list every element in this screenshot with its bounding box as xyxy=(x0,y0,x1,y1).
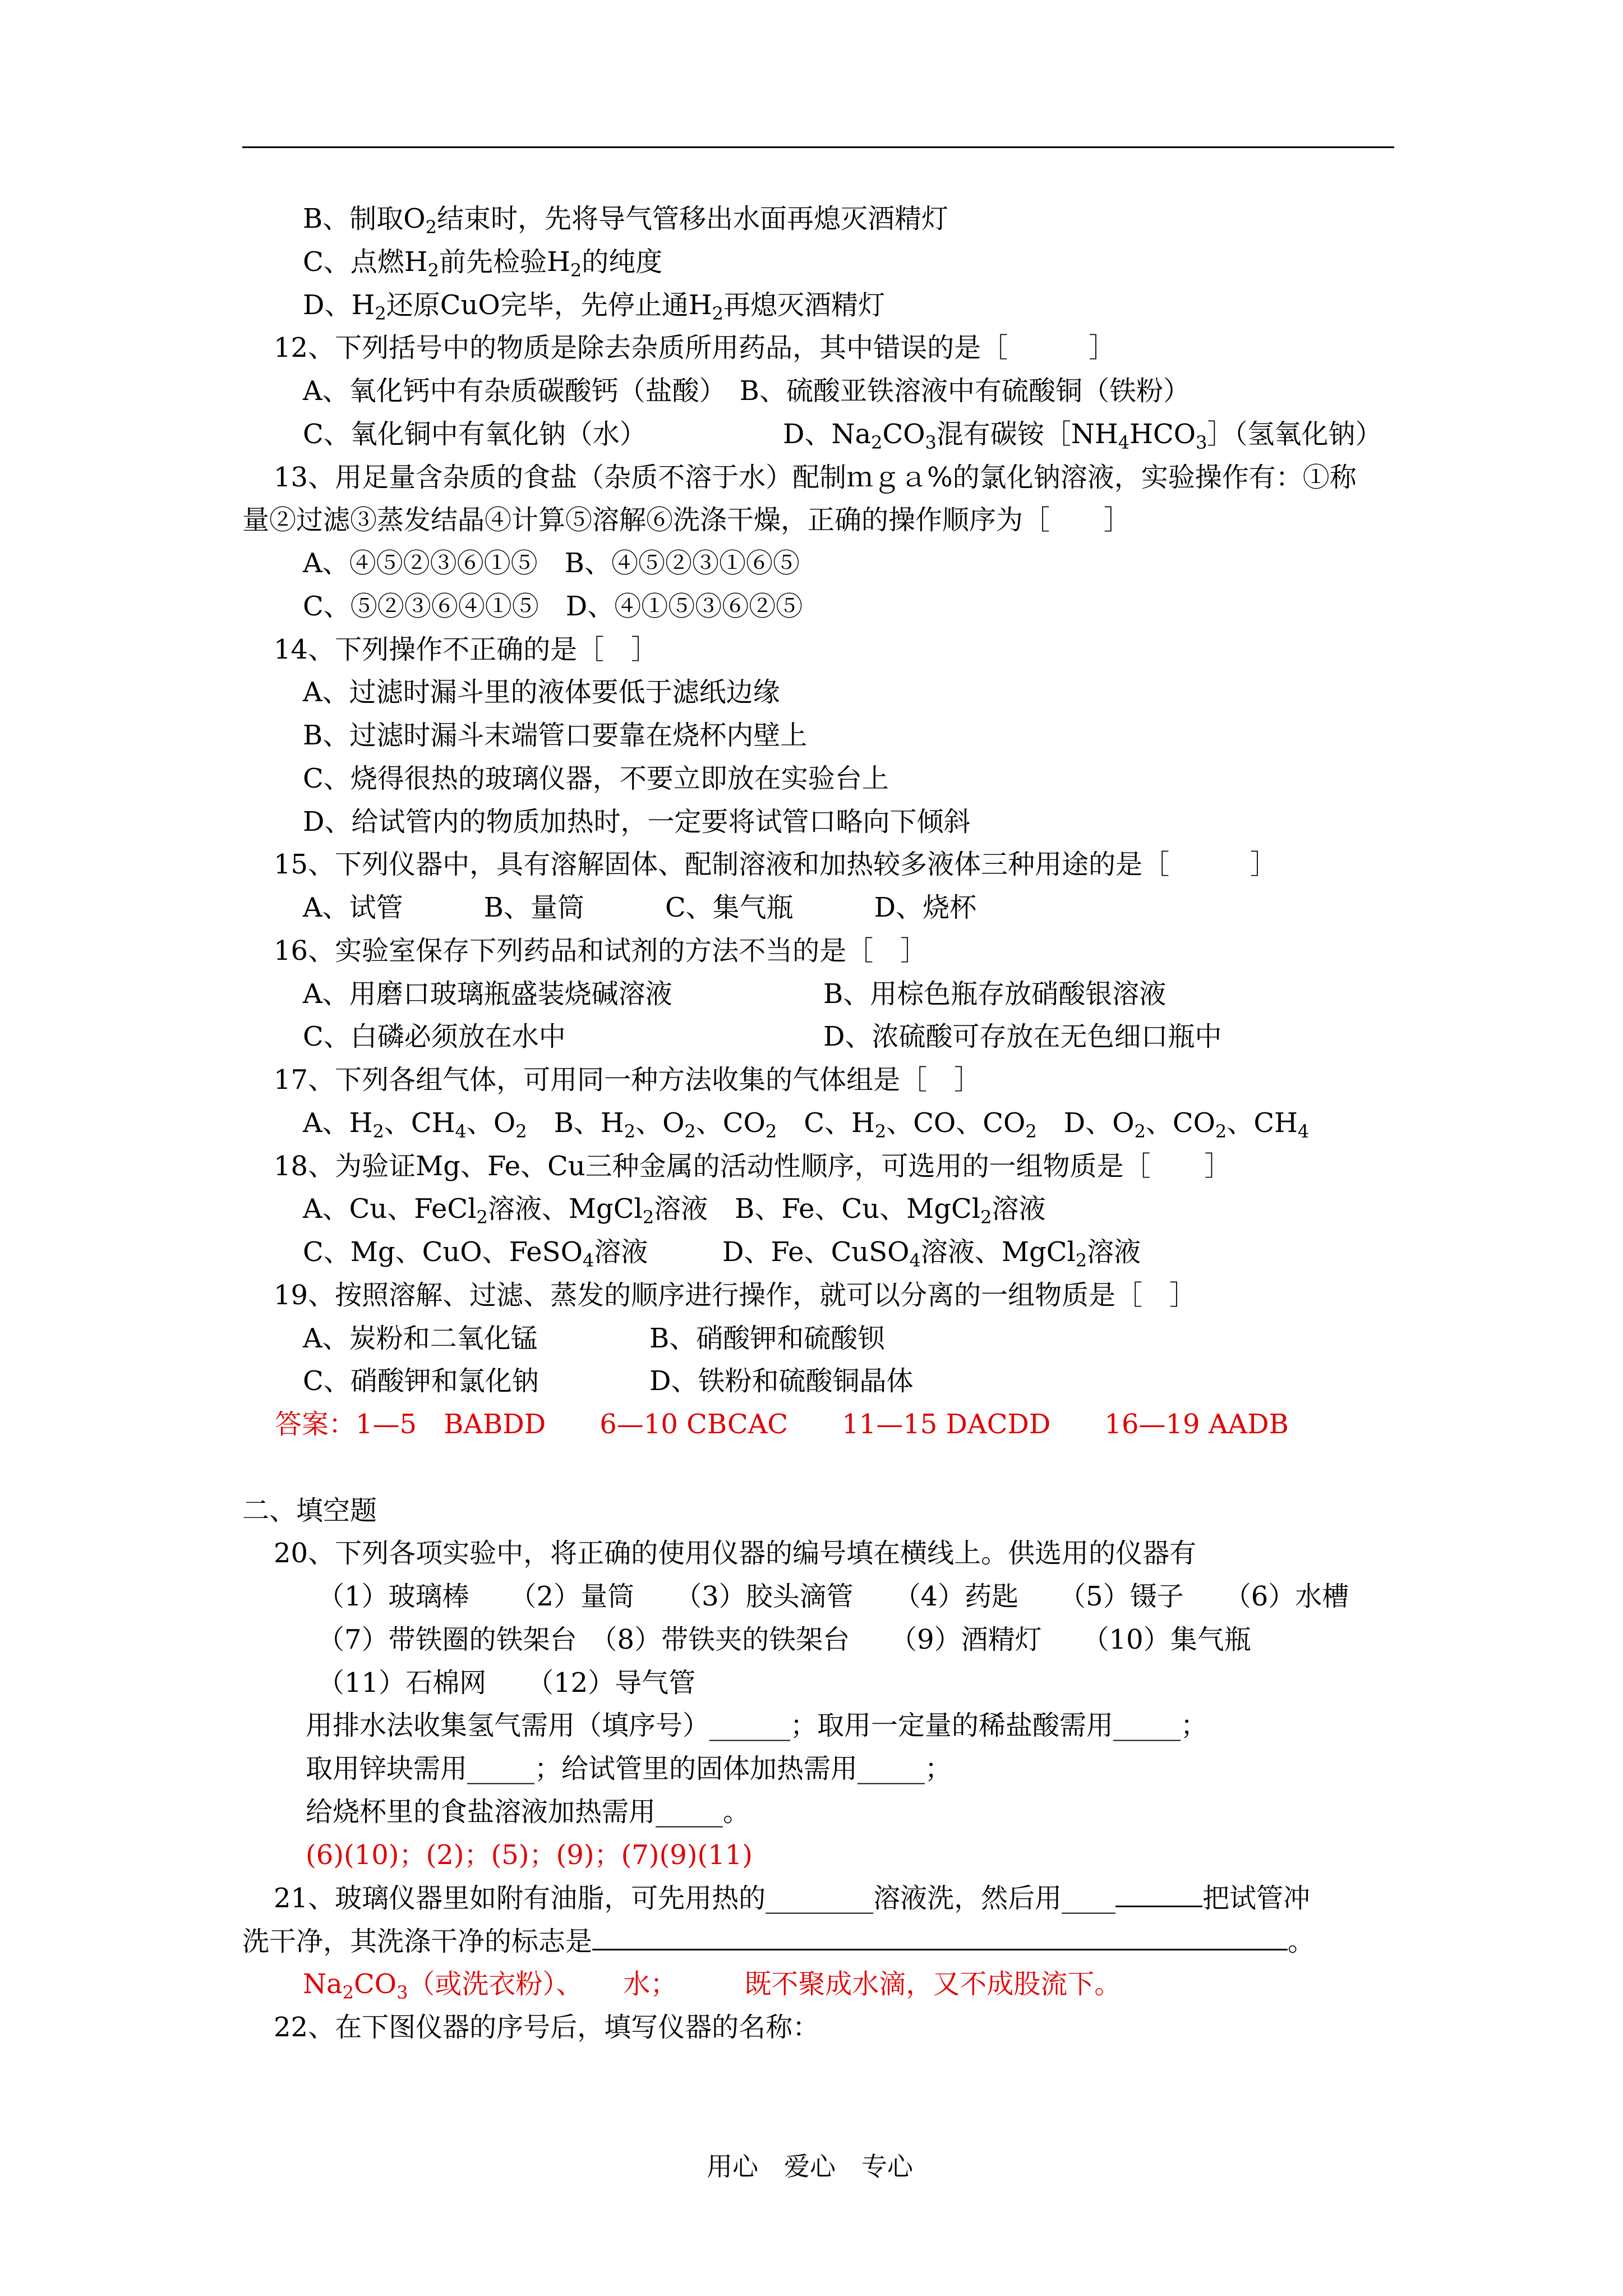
q11-option-d: D、$H_2$还原CuO完毕，先停止通$H_2$再熄灭酒精灯 xyxy=(303,289,885,324)
q15-stem: 15、下列仪器中，具有溶解固体、配制溶液和加热较多液体三种用途的是［ ］ xyxy=(274,849,1278,880)
q17-stem: 17、下列各组气体，可用同一种方法收集的气体组是［ ］ xyxy=(274,1064,981,1096)
q22-stem: 22、在下图仪器的序号后，填写仪器的名称： xyxy=(274,2012,820,2043)
q14-option-d: D、给试管内的物质加热时，一定要将试管口略向下倾斜 xyxy=(303,806,971,838)
q19-option-a: A、炭粉和二氧化锰 xyxy=(303,1323,538,1354)
q19-option-d: D、铁粉和硫酸铜晶体 xyxy=(649,1365,914,1397)
q14-stem: 14、下列操作不正确的是［ ］ xyxy=(274,634,658,665)
q20-instruments-row2: （7）带铁圈的铁架台 （8）带铁夹的铁架台 （9）酒精灯 （10）集气瓶 xyxy=(317,1624,1251,1655)
q20-instruments-row3: （11）石棉网 （12）导气管 xyxy=(317,1667,696,1699)
q12-option-d: D、$Na_2CO_3$混有碳铵$[NH_4HCO_3]$（氢氧化钠） xyxy=(783,418,1382,453)
q21-line1: 21、玻璃仪器里如附有油脂，可先用热的________溶液洗，然后用____ 把试管冲 xyxy=(274,1881,1310,1915)
q20-stem: 20、下列各项实验中，将正确的使用仪器的编号填在横线上。供选用的仪器有 xyxy=(274,1538,1197,1569)
q18-stem: 18、为验证Mg、Fe、Cu三种金属的活动性顺序，可选用的一组物质是［ ］ xyxy=(274,1151,1232,1182)
q14-option-a: A、过滤时漏斗里的液体要低于滤纸边缘 xyxy=(303,677,780,708)
page-footer: 用心 爱心 专心 xyxy=(707,2151,913,2182)
q15-options: A、试管 B、量筒 C、集气瓶 D、烧杯 xyxy=(303,892,977,923)
q20-fill-line2: 取用锌块需用_____；给试管里的固体加热需用_____； xyxy=(306,1753,952,1784)
q20-fill-line3: 给烧杯里的食盐溶液加热需用_____。 xyxy=(306,1796,750,1828)
q20-fill-line1: 用排水法收集氢气需用（填序号）______；取用一定量的稀盐酸需用_____； xyxy=(306,1710,1208,1741)
header-rule xyxy=(242,146,1394,148)
q18-options-ab: A、Cu、FeCl$_2$溶液、MgCl$_2$溶液 B、Fe、Cu、MgCl$_2$溶液 xyxy=(303,1193,1046,1228)
q11-option-c: C、点燃$H_2$前先检验$H_2$的纯度 xyxy=(303,246,663,281)
q16-option-d: D、浓硫酸可存放在无色细口瓶中 xyxy=(823,1021,1222,1052)
section-title-fill-in: 二、填空题 xyxy=(242,1495,377,1526)
q19-option-b: B、硝酸钾和硫酸钡 xyxy=(649,1323,885,1354)
q21-blank-rinse xyxy=(1115,1881,1202,1907)
choice-answers: 答案：1—5 BABDD 6—10 CBCAC 11—15 DACDD 16—19 AADB xyxy=(275,1409,1289,1440)
q16-option-b: B、用棕色瓶存放硝酸银溶液 xyxy=(823,978,1166,1010)
q19-stem: 19、按照溶解、过滤、蒸发的顺序进行操作，就可以分离的一组物质是［ ］ xyxy=(274,1280,1197,1311)
q18-option-c: C、Mg、CuO、FeSO$_4$溶液 xyxy=(303,1236,648,1271)
q12-options-ab: A、氧化钙中有杂质碳酸钙（盐酸） B、硫酸亚铁溶液中有硫酸铜（铁粉） xyxy=(303,375,1190,407)
q21-line2: 洗干净，其洗涤干净的标志是 。 xyxy=(242,1924,1315,1958)
q20-answer: (6)(10)；(2)；(5)；(9)；(7)(9)(11) xyxy=(306,1839,753,1871)
q21-blank-clean-sign xyxy=(592,1924,1288,1950)
q11-option-b: B、制取$O_2$结束时，先将导气管移出水面再熄灭酒精灯 xyxy=(303,203,949,238)
q13-options-cd: C、⑤②③⑥④①⑤ D、④①⑤③⑥②⑤ xyxy=(303,591,803,622)
q12-option-c: C、氧化铜中有氧化钠（水） xyxy=(303,418,647,450)
q13-stem-line1: 13、用足量含杂质的食盐（杂质不溶于水）配制ｍｇａ%的氯化钠溶液，实验操作有：①称 xyxy=(274,462,1357,493)
q16-option-a: A、用磨口玻璃瓶盛装烧碱溶液 xyxy=(303,978,672,1010)
q13-stem-line2: 量②过滤③蒸发结晶④计算⑤溶解⑥洗涤干燥，正确的操作顺序为［ ］ xyxy=(242,504,1131,536)
q14-option-c: C、烧得很热的玻璃仪器，不要立即放在实验台上 xyxy=(303,763,889,794)
q14-option-b: B、过滤时漏斗末端管口要靠在烧杯内壁上 xyxy=(303,720,808,751)
q20-instruments-row1: （1）玻璃棒 （2）量筒 （3）胶头滴管 （4）药匙 （5）镊子 （6）水槽 xyxy=(317,1581,1349,1612)
q12-stem: 12、下列括号中的物质是除去杂质所用药品，其中错误的是［ ］ xyxy=(274,332,1116,364)
q17-options: A、$H_2$、$CH_4$、$O_2$ B、$H_2$、$O_2$、$CO_2$ C、$H_2$、CO、$CO_2$ D、$O_2$、$CO_2$、$CH_4$ xyxy=(303,1107,1310,1142)
q16-stem: 16、实验室保存下列药品和试剂的方法不当的是［ ］ xyxy=(274,935,928,967)
q13-options-ab: A、④⑤②③⑥①⑤ B、④⑤②③①⑥⑤ xyxy=(303,547,800,579)
q16-option-c: C、白磷必须放在水中 xyxy=(303,1021,566,1052)
q21-answer: $Na_2CO_3$（或洗衣粉）、 水； 既不聚成水滴，又不成股流下。 xyxy=(303,1968,1122,2003)
q19-option-c: C、硝酸钾和氯化钠 xyxy=(303,1365,539,1397)
q18-option-d: D、Fe、CuSO$_4$溶液、MgCl$_2$溶液 xyxy=(722,1236,1141,1271)
